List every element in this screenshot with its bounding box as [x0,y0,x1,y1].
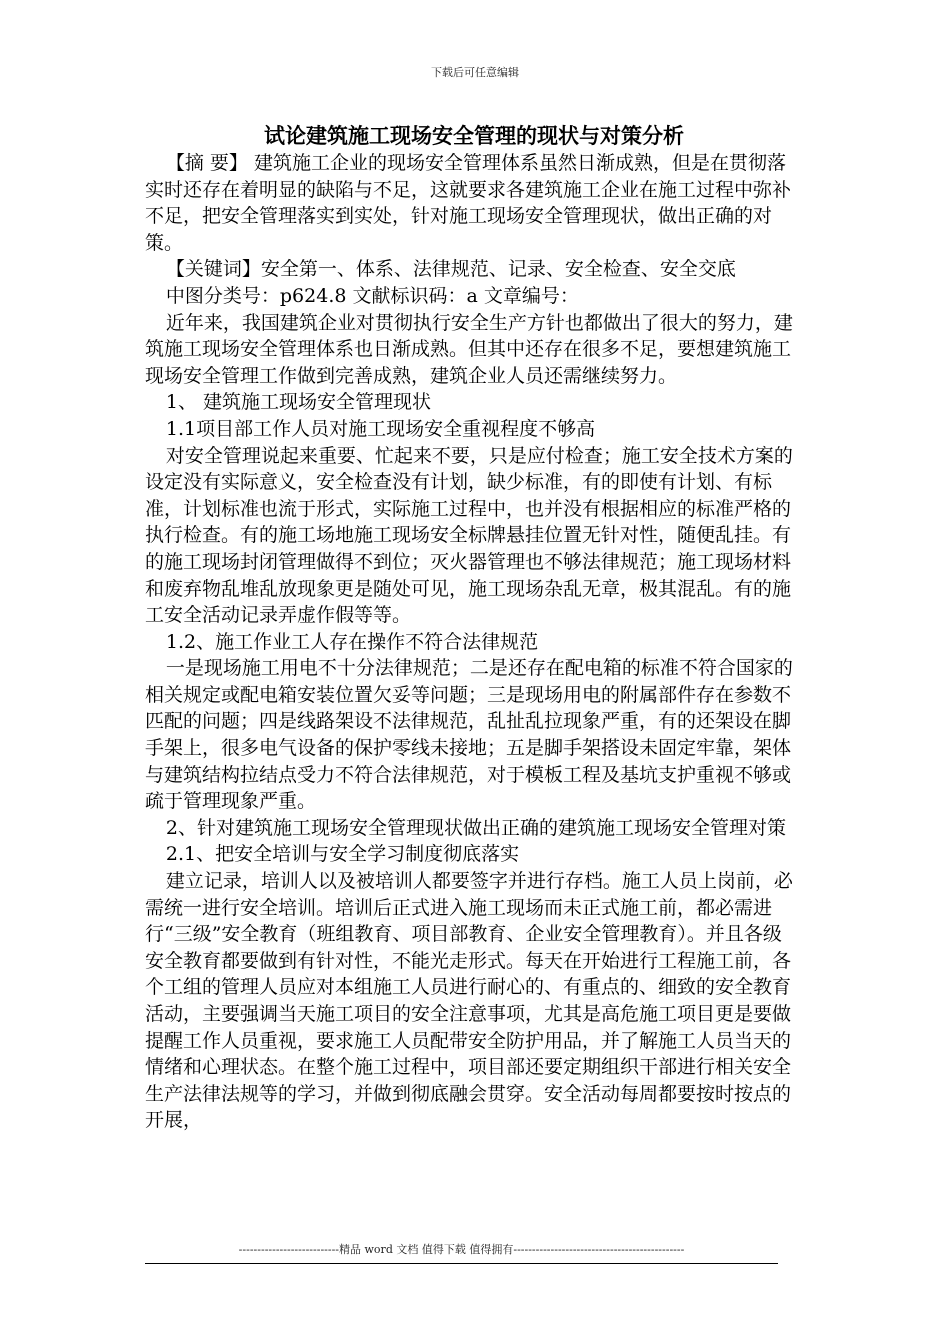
intro-paragraph: 近年来，我国建筑企业对贯彻执行安全生产方针也都做出了很大的努力，建筑施工现场安全管理体系也日渐成熟。但其中还存在很多不足，要想建筑施工现场安全管理工作做到完善成熟，建筑企业人员还需继续努力。 [145,311,793,387]
subsection-heading-1-2: 1.2、施工作业工人存在操作不符合法律规范 [165,630,539,653]
document-body [145,150,795,1134]
document-title: 试论建筑施工现场安全管理的现状与对策分析 [264,123,684,148]
classification-line: 中图分类号：p624.8 文献标识码：a 文章编号： [165,284,579,307]
subsection-heading-1-1: 1.1项目部工作人员对施工现场安全重视程度不够高 [165,417,596,440]
footer-rule [145,1263,778,1264]
section-heading-2: 2、针对建筑施工现场安全管理现状做出正确的建筑施工现场安全管理对策 [165,816,786,839]
body-paragraph: 建立记录，培训人以及被培训人都要签字并进行存档。施工人员上岗前，必需统一进行安全培训。培训后正式进入施工现场而未正式施工前，都必需进行“三级”安全教育（班组教育、项目部教育、企业安全管理教育）。并且各级安全教育都要做到有针对性，不能光走形式。每天在开始进行工程施工前，各个工组的管理人员应对本组施工人员进行耐心的、有重点的、细致的安全教育活动，主要强调当天施工项目的安全注意事项，尤其是高危施工项目更是要做提醒工作人员重视，要求施工人员配带安全防护用品，并了解施工人员当天的情绪和心理状态。在整个施工过程中，项目部还要定期组织干部进行相关安全生产法律法规等的学习，并做到彻底融会贯穿。安全活动每周都要按时按点的开展， [145,870,793,1132]
page-header: 下载后可任意编辑 [431,66,519,79]
subsection-heading-2-1: 2.1、把安全培训与安全学习制度彻底落实 [165,843,520,866]
page-footer: ---------------------------精品 word 文档 值得下载 值得拥有---------------------------------------------- [238,1243,685,1256]
body-paragraph: 对安全管理说起来重要、忙起来不要，只是应付检查；施工安全技术方案的设定没有实际意义，安全检查没有计划，缺少标准，有的即使有计划、有标准，计划标准也流于形式，实际施工过程中，也并没有根据相应的标准严格的执行检查。有的施工场地施工现场安全标牌悬挂位置无针对性，随便乱挂。有的施工现场封闭管理做得不到位；灭火器管理也不够法律规范；施工现场材料和废弃物乱堆乱放现象更是随处可见，施工现场杂乱无章，极其混乱。有的施工安全活动记录弄虚作假等等。 [145,444,793,627]
body-paragraph: 一是现场施工用电不十分法律规范；二是还存在配电箱的标准不符合国家的相关规定或配电箱安装位置欠妥等问题；三是现场用电的附属部件存在参数不匹配的问题；四是线路架设不法律规范，乱扯乱拉现象严重，有的还架设在脚手架上，很多电气设备的保护零线未接地；五是脚手架搭设未固定牢靠，架体与建筑结构拉结点受力不符合法律规范，对于模板工程及基坑支护重视不够或疏于管理现象严重。 [145,657,793,813]
keywords-paragraph: 【关键词】安全第一、体系、法律规范、记录、安全检查、安全交底 [165,258,736,281]
section-heading-1: 1、 建筑施工现场安全管理现状 [165,391,432,414]
abstract-paragraph: 【摘 要】 建筑施工企业的现场安全管理体系虽然日渐成熟，但是在贯彻落实时还存在着明显的缺陷与不足，这就要求各建筑施工企业在施工过程中弥补不足，把安全管理落实到实处，针对施工现场安全管理现状，做出正确的对策。 [145,152,792,254]
